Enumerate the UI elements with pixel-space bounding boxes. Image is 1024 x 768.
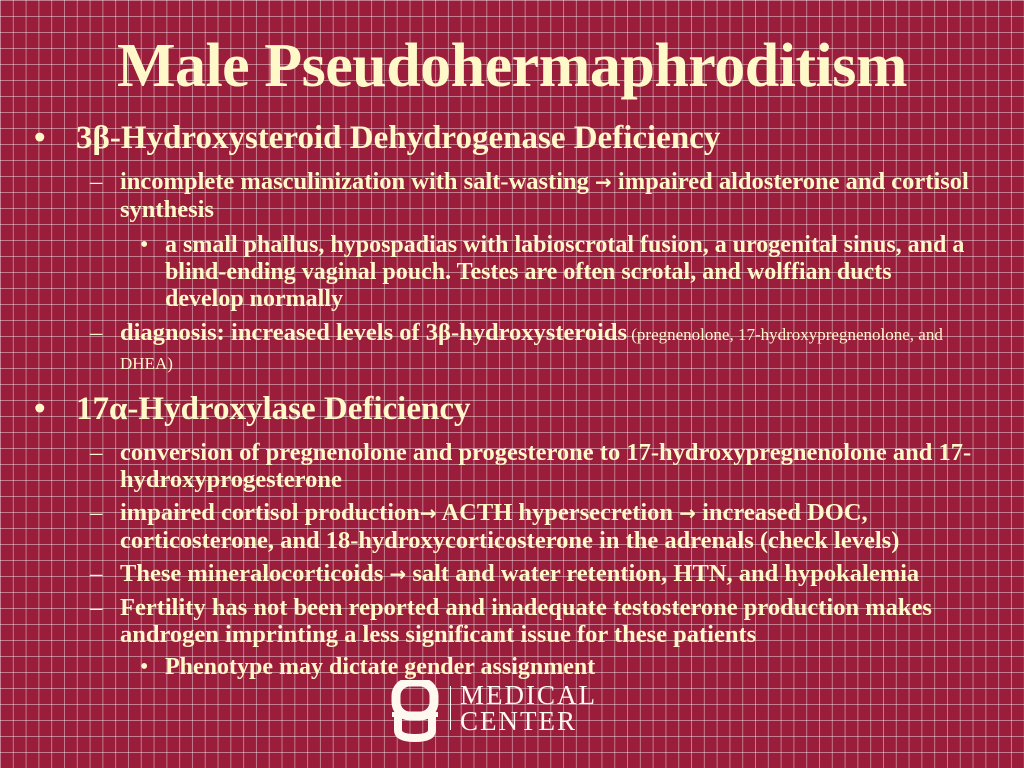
sub-bullet-mineralocorticoids [0, 560, 1024, 588]
sub-bullet-text: impaired cortisol production [120, 499, 420, 526]
sub-bullet-salt-wasting [0, 168, 1024, 223]
arrow-icon: → [389, 562, 407, 586]
bullet-marker: • [34, 391, 46, 427]
sub-bullet-text: increased DOC, corticosterone, and 18-hydroxycorticosterone in the adrenals (check levels) [120, 499, 900, 554]
ou-monogram-svg [388, 680, 442, 742]
sub-bullet-note: (pregnenolone, 17-hydroxypregnenolone, and DHEA) [120, 325, 943, 373]
sub-bullet-text: incomplete masculinization with salt-wasting [120, 168, 596, 195]
sub-sub-bullet-text: Phenotype may dictate gender assignment [165, 654, 596, 680]
logo-line-2: CENTER [460, 706, 577, 736]
arrow-icon: → [679, 501, 696, 525]
sub-bullet-conversion [0, 439, 1024, 493]
slide-content [0, 120, 1024, 681]
sub-bullet-text: diagnosis: increased levels of 3β-hydroxysteroids [120, 319, 628, 346]
sub-sub-bullet-phenotype [0, 232, 1024, 313]
bullet-text: 3β-Hydroxysteroid Dehydrogenase Deficiency [76, 120, 721, 156]
arrow-icon: → [595, 170, 612, 194]
bullet-marker: • [140, 232, 149, 258]
dash-marker: – [90, 560, 103, 587]
dash-marker: – [90, 439, 103, 466]
sub-sub-bullet-text: a small phallus, hypospadias with labioscrotal fusion, a urogenital sinus, and a blind-ending vaginal pouch. Testes are often scrotal, and wolffian ducts develop normally [165, 232, 965, 312]
sub-bullet-text: Fertility has not been reported and inadequate testosterone production makes androgen imprinting a less significant issue for these patients [120, 594, 932, 648]
logo-text [460, 682, 597, 734]
bullet-17alpha-hydroxylase-deficiency [0, 391, 1024, 427]
sub-bullet-text: ACTH hypersecretion [436, 499, 680, 526]
sub-bullet-text: salt and water retention, HTN, and hypokalemia [406, 560, 920, 587]
bullet-marker: • [34, 120, 46, 156]
medical-center-logo [388, 676, 628, 746]
sub-bullet-text: These mineralocorticoids [120, 560, 390, 587]
dash-marker: – [90, 499, 103, 526]
arrow-icon: → [419, 501, 437, 525]
sub-bullet-fertility [0, 594, 1024, 648]
ou-monogram-icon [388, 680, 442, 740]
slide-title: Male Pseudohermaphroditism [116, 32, 908, 100]
dash-marker: – [90, 594, 103, 621]
logo-line-1: MEDICAL [460, 680, 597, 710]
sub-bullet-impaired-cortisol [0, 499, 1024, 554]
bullet-marker: • [140, 654, 149, 680]
dash-marker: – [90, 168, 103, 195]
bullet-text: 17α-Hydroxylase Deficiency [76, 391, 471, 427]
sub-bullet-text: conversion of pregnenolone and progesterone to 17-hydroxypregnenolone and 17-hydroxyprogesterone [120, 439, 972, 493]
sub-bullet-diagnosis [0, 319, 1024, 377]
dash-marker: – [90, 319, 103, 346]
sub-bullet-text: impaired aldosterone and cortisol synthesis [120, 168, 969, 223]
logo-divider [450, 686, 451, 730]
bullet-3beta-hsd-deficiency [0, 120, 1024, 156]
